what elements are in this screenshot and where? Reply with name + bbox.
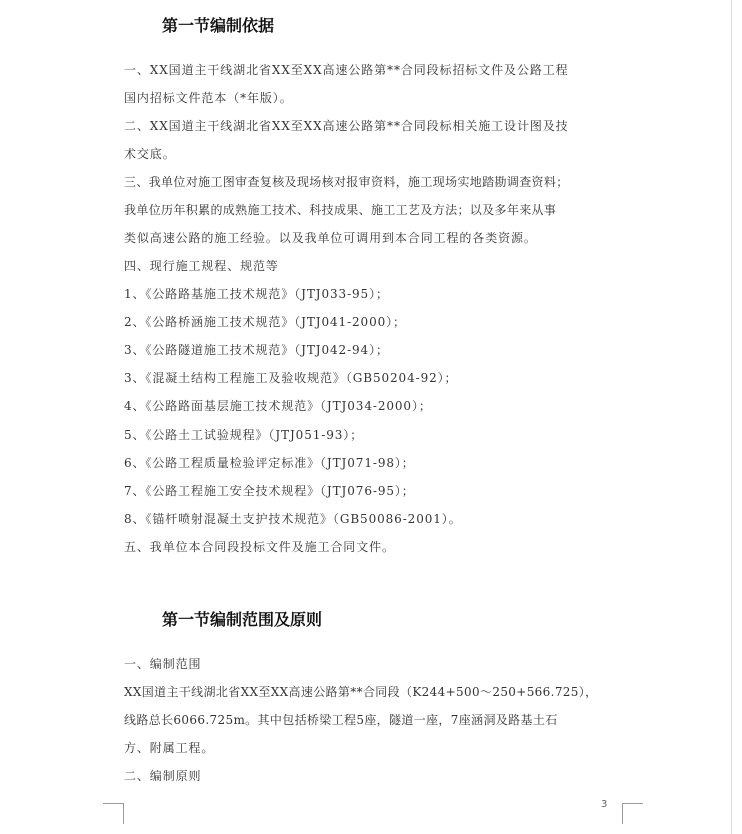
section2-title: 第一节编制范围及原则 — [162, 610, 323, 629]
section1-line: 5、《公路土工试验规程》（JTJ051-93）； — [124, 428, 364, 442]
section1-line: 7、《公路工程施工安全技术规程》（JTJ076-95）； — [124, 484, 415, 498]
section1-line: 五、我单位本合同段投标文件及施工合同文件。 — [124, 540, 395, 554]
section1-line: 四、现行施工规程、规范等 — [124, 259, 279, 273]
page-number: 3 — [601, 799, 608, 810]
section1-line: 1、《公路路基施工技术规范》（JTJ033-95）； — [124, 287, 389, 301]
section1-line: 2、《公路桥涵施工技术规范》（JTJ041-2000）； — [124, 315, 406, 329]
section1-line: 类似高速公路的施工经验。以及我单位可调用到本合同工程的各类资源。 — [124, 231, 537, 245]
section2-line: 二、编制原则 — [124, 769, 202, 783]
section1-line: 国内招标文件范本（*年版）。 — [124, 91, 293, 105]
section1-line: 4、《公路路面基层施工技术规范》（JTJ034-2000）； — [124, 399, 432, 413]
section2-line: 一、编制范围 — [124, 657, 202, 671]
section1-line: 二、XX国道主干线湖北省XX至XX高速公路第**合同段标相关施工设计图及技 — [124, 119, 569, 133]
section1-line: 3、《混凝土结构工程施工及验收规范》（GB50204-92）； — [124, 371, 458, 385]
section1-line: 一、XX国道主干线湖北省XX至XX高速公路第**合同段标招标文件及公路工程 — [124, 63, 569, 77]
section1-line: 3、《公路隧道施工技术规范》（JTJ042-94）； — [124, 343, 389, 357]
section2-line: XX国道主干线湖北省XX至XX高速公路第**合同段（K244+500～250+566.725）， — [124, 685, 598, 699]
section1-title: 第一节编制依据 — [162, 16, 275, 35]
section1-line: 我单位历年积累的成熟施工技术、科技成果、施工工艺及方法；以及多年来从事 — [124, 203, 557, 217]
section1-line: 8、《锚杆喷射混凝土支护技术规范》（GB50086-2001）。 — [124, 512, 462, 526]
section2-line: 方、附属工程。 — [124, 741, 215, 755]
margin-corner-right — [622, 803, 643, 824]
section2-line: 线路总长6066.725m。其中包括桥梁工程5座，隧道一座，7座涵洞及路基土石 — [124, 713, 558, 727]
section1-line: 6、《公路工程质量检验评定标准》（JTJ071-98）； — [124, 456, 415, 470]
section1-line: 术交底。 — [124, 147, 176, 161]
section1-line: 三、我单位对施工图审查复核及现场核对报审资料，施工现场实地踏勘调查资料； — [124, 175, 569, 189]
margin-corner-left — [103, 803, 124, 824]
